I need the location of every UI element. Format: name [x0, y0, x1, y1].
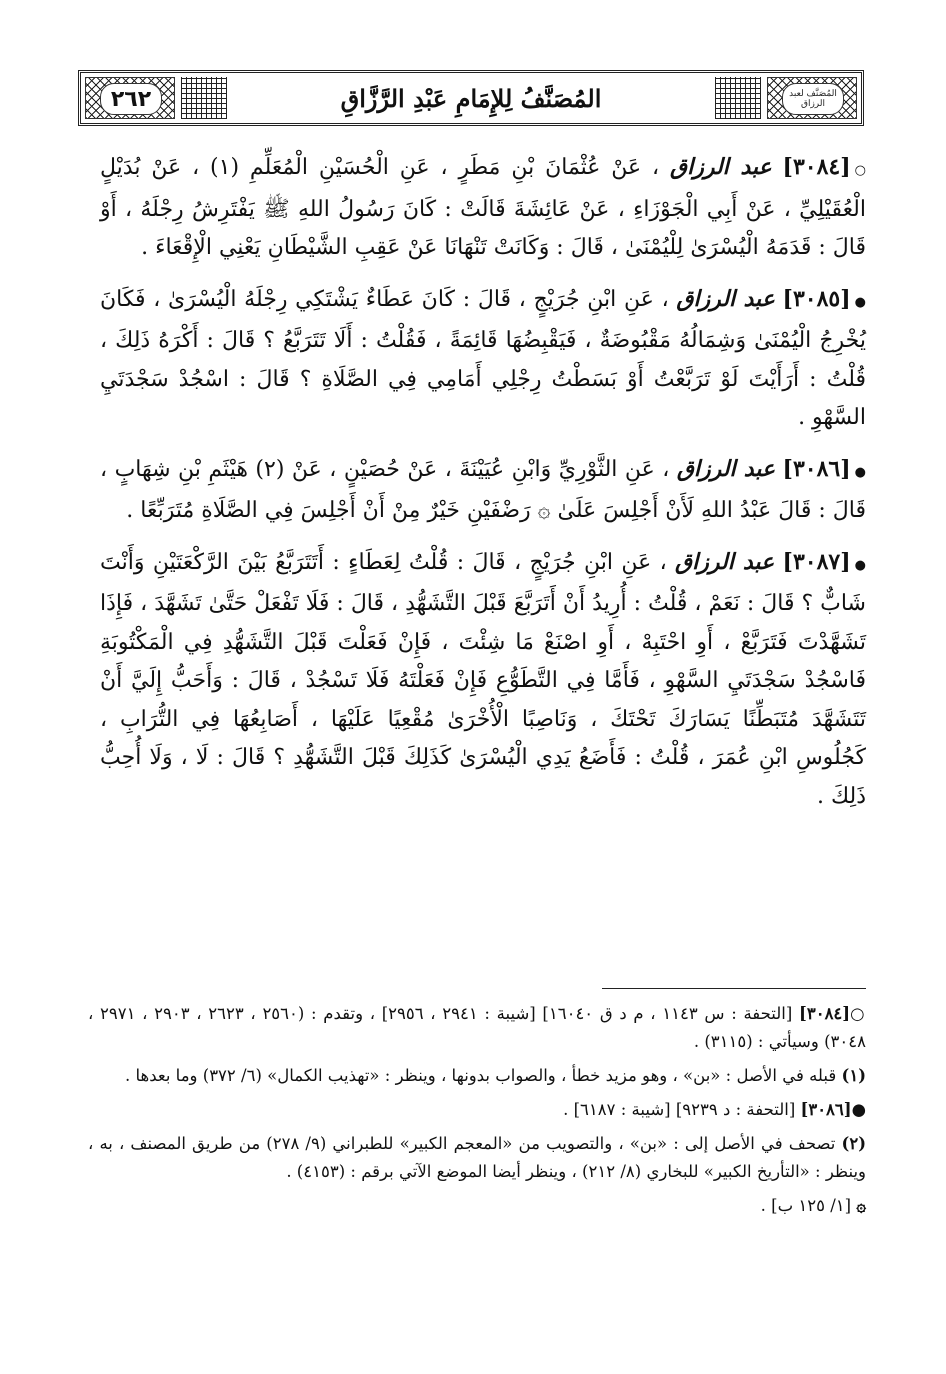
footnote-ref: [٣٠٨٦]: [800, 1100, 852, 1119]
footnote-text: [التحفة : د ٩٢٣٩] [شيبة : ٦١٨٧] .: [563, 1100, 796, 1119]
footnotes: [88, 1000, 866, 1226]
hadith-text: ، عَنِ ابْنِ جُرَيْجٍ ، قَالَ : كَانَ عَطَاءٌ يَشْتَكِي رِجْلَهُ الْيُسْرَىٰ ، فَكَانَ يُخْرِجُ الْيُمْنَىٰ وَشِمَالُهُ مَقْبُوضَةٌ ، فَيَقْبِضُهَا قَائِمَةً ، فَقُلْتُ : أَلَا تَتَرَبَّعُ ؟ قَالَ : أَكْرَهُ ذَلِكَ ، قُلْتُ : أَرَأَيْتَ لَوْ تَرَبَّعْتُ أَوْ بَسَطْتُ رِجْلِي أَمَامِي فِي الصَّلَاةِ ؟ قَالَ : اسْجُدْ سَجْدَتَيِ السَّهْوِ .: [100, 286, 866, 430]
author-name: عبد الرزاق: [675, 548, 775, 575]
hadith-number: [٣٠٨٤]: [782, 154, 851, 180]
footnote-divider: [602, 988, 866, 989]
hadith-number: [٣٠٨٦]: [782, 455, 851, 482]
seal-ornament: [767, 77, 857, 119]
page-number-cartouche: [100, 83, 162, 115]
seal-logo-text: المُصَنَّف لعبد الرزاق: [789, 89, 837, 109]
footnote-ref: [٣٠٨٤]: [799, 1004, 851, 1023]
entry-marker: ●: [854, 557, 866, 573]
footnote: [88, 1096, 866, 1124]
hadith-entry-3084: [100, 148, 866, 268]
footnote-ref: (١): [841, 1066, 866, 1085]
footnote-ref: ۞: [856, 1196, 866, 1215]
footnote-text: قبله في الأصل : «بن» ، وهو مزيد خطأ ، والصواب بدونها ، وينظر : «تهذيب الكمال» (٦/ ٣٧٢) وما بعدها .: [124, 1066, 837, 1085]
page-number: ٢٦٢: [110, 86, 152, 112]
footnote: [88, 1062, 866, 1090]
page-header: [78, 70, 864, 126]
main-text: [100, 148, 866, 816]
footnote-text: تصحف في الأصل إلى : «بن» ، والتصويب من «المعجم الكبير» للطبراني (٩/ ٢٧٨) من طريق المصنف ، به ، وينظر : «التأريخ الكبير» للبخاري (٨/ ٢١٢) ، وينظر أيضا الموضع الآتي برقم : (٤١٥٣) .: [88, 1134, 866, 1181]
footnote-marker: ○: [850, 1004, 866, 1023]
footnote-text: [١/ ١٢٥ ب] .: [760, 1196, 852, 1215]
footnote-text: [التحفة : س ١١٤٣ ، م د ق ١٦٠٤٠] [شيبة : ٢٩٤١ ، ٢٩٥٦] ، وتقدم : (٢٥٦٠ ، ٢٦٢٣ ، ٢٩٠٣ ، ٢٩٧١ ، ٣٠٤٨) وسيأتي : (٣١١٥) .: [88, 1004, 866, 1051]
author-name: عبد الرزاق: [676, 285, 775, 312]
hadith-entry-3086: [100, 450, 866, 531]
page-number-ornament: [85, 77, 175, 119]
lattice-ornament-left: [181, 77, 227, 119]
entry-marker: ●: [854, 464, 866, 480]
seal-cartouche: [782, 83, 844, 115]
hadith-text: ، عَنِ ابْنِ جُرَيْجٍ ، قَالَ : قُلْتُ لِعَطَاءٍ : أَتَتَرَبَّعُ بَيْنَ الرَّكْعَتَيْنِ وَأَنْتَ شَابٌّ ؟ قَالَ : نَعَمْ ، قُلْتُ : أُرِيدُ أَنْ أَتَرَبَّعَ قَبْلَ التَّشَهُّدِ ، قَالَ : فَلَا تَفْعَلْ حَتَّىٰ تَشَهَّدَ ، فَإِذَا تَشَهَّدْتَ فَتَرَبَّعْ ، أَوِ احْتَبِهْ ، أَوِ اصْنَعْ مَا شِئْتَ ، فَإِنْ فَعَلْتَ قَبْلَ التَّشَهُّدِ فِي الْمَكْتُوبَةِ فَاسْجُدْ سَجْدَتَيِ السَّهْوِ ، فَأَمَّا فِي التَّطَوُّعِ فَإِنْ فَعَلْتَهُ فَلَا تَسْجُدْ ، قَالَ : وَأَحَبُّ إِلَيَّ أَنْ تَتَشَهَّدَ مُتَبَطِّنًا يَسَارَكَ تَحْتَكَ ، وَنَاصِبًا الْأُخْرَىٰ مُقْعِيًا عَلَيْهَا ، أَصَابِعُهَا فِي التُّرَابِ ، كَجُلُوسِ ابْنِ عُمَرَ ، قُلْتُ : فَأَضَعُ يَدِي الْيُسْرَىٰ كَذَلِكَ قَبْلَ التَّشَهُّدِ ؟ قَالَ : لَا ، وَلَا أُحِبُّ ذَلِكَ .: [100, 549, 866, 809]
hadith-number: [٣٠٨٥]: [782, 285, 851, 312]
footnote: [88, 1000, 866, 1056]
footnote: [88, 1192, 866, 1220]
footnote-ref: (٢): [841, 1134, 866, 1153]
author-name: عبد الرزاق: [670, 154, 772, 180]
footnote: [88, 1130, 866, 1186]
book-title: المُصَنَّفُ لِلإِمَامِ عَبْدِ الرَّزَّاقِ: [340, 83, 602, 113]
footnote-marker: ●: [851, 1100, 866, 1119]
entry-marker: ○: [854, 163, 866, 178]
hadith-text: ، عَنْ عُثْمَانَ بْنِ مَطَرٍ ، عَنِ الْحُسَيْنِ الْمُعَلِّمِ (١) ، عَنْ بُدَيْلٍ الْعُقَيْلِيِّ ، عَنْ أَبِي الْجَوْزَاءِ ، عَنْ عَائِشَةَ قَالَتْ : كَانَ رَسُولُ اللهِ ﷺ يَفْتَرِشُ رِجْلَهُ ، أَوْ قَالَ : قَدَمَهُ الْيُسْرَىٰ لِلْيُمْنَىٰ ، قَالَ : وَكَانَتْ تَنْهَانَا عَنْ عَقِبِ الشَّيْطَانِ يَعْنِي الْإِقْعَاءَ .: [100, 155, 866, 260]
hadith-entry-3087: [100, 543, 866, 817]
hadith-number: [٣٠٨٧]: [782, 548, 851, 575]
entry-marker: ●: [854, 294, 866, 310]
lattice-ornament-right: [715, 77, 761, 119]
hadith-text: ، عَنِ الثَّوْرِيِّ وَابْنِ عُيَيْنَةَ ، عَنْ حُصَيْنٍ ، عَنْ (٢) هَيْثَمِ بْنِ شِهَابٍ ، قَالَ : قَالَ عَبْدُ اللهِ لَأَنْ أَجْلِسَ عَلَىٰ ۞ رَضْفَيْنِ خَيْرٌ مِنْ أَنْ أَجْلِسَ فِي الصَّلَاةِ مُتَرَبِّعًا .: [100, 456, 866, 523]
hadith-entry-3085: [100, 280, 866, 438]
author-name: عبد الرزاق: [676, 455, 776, 482]
